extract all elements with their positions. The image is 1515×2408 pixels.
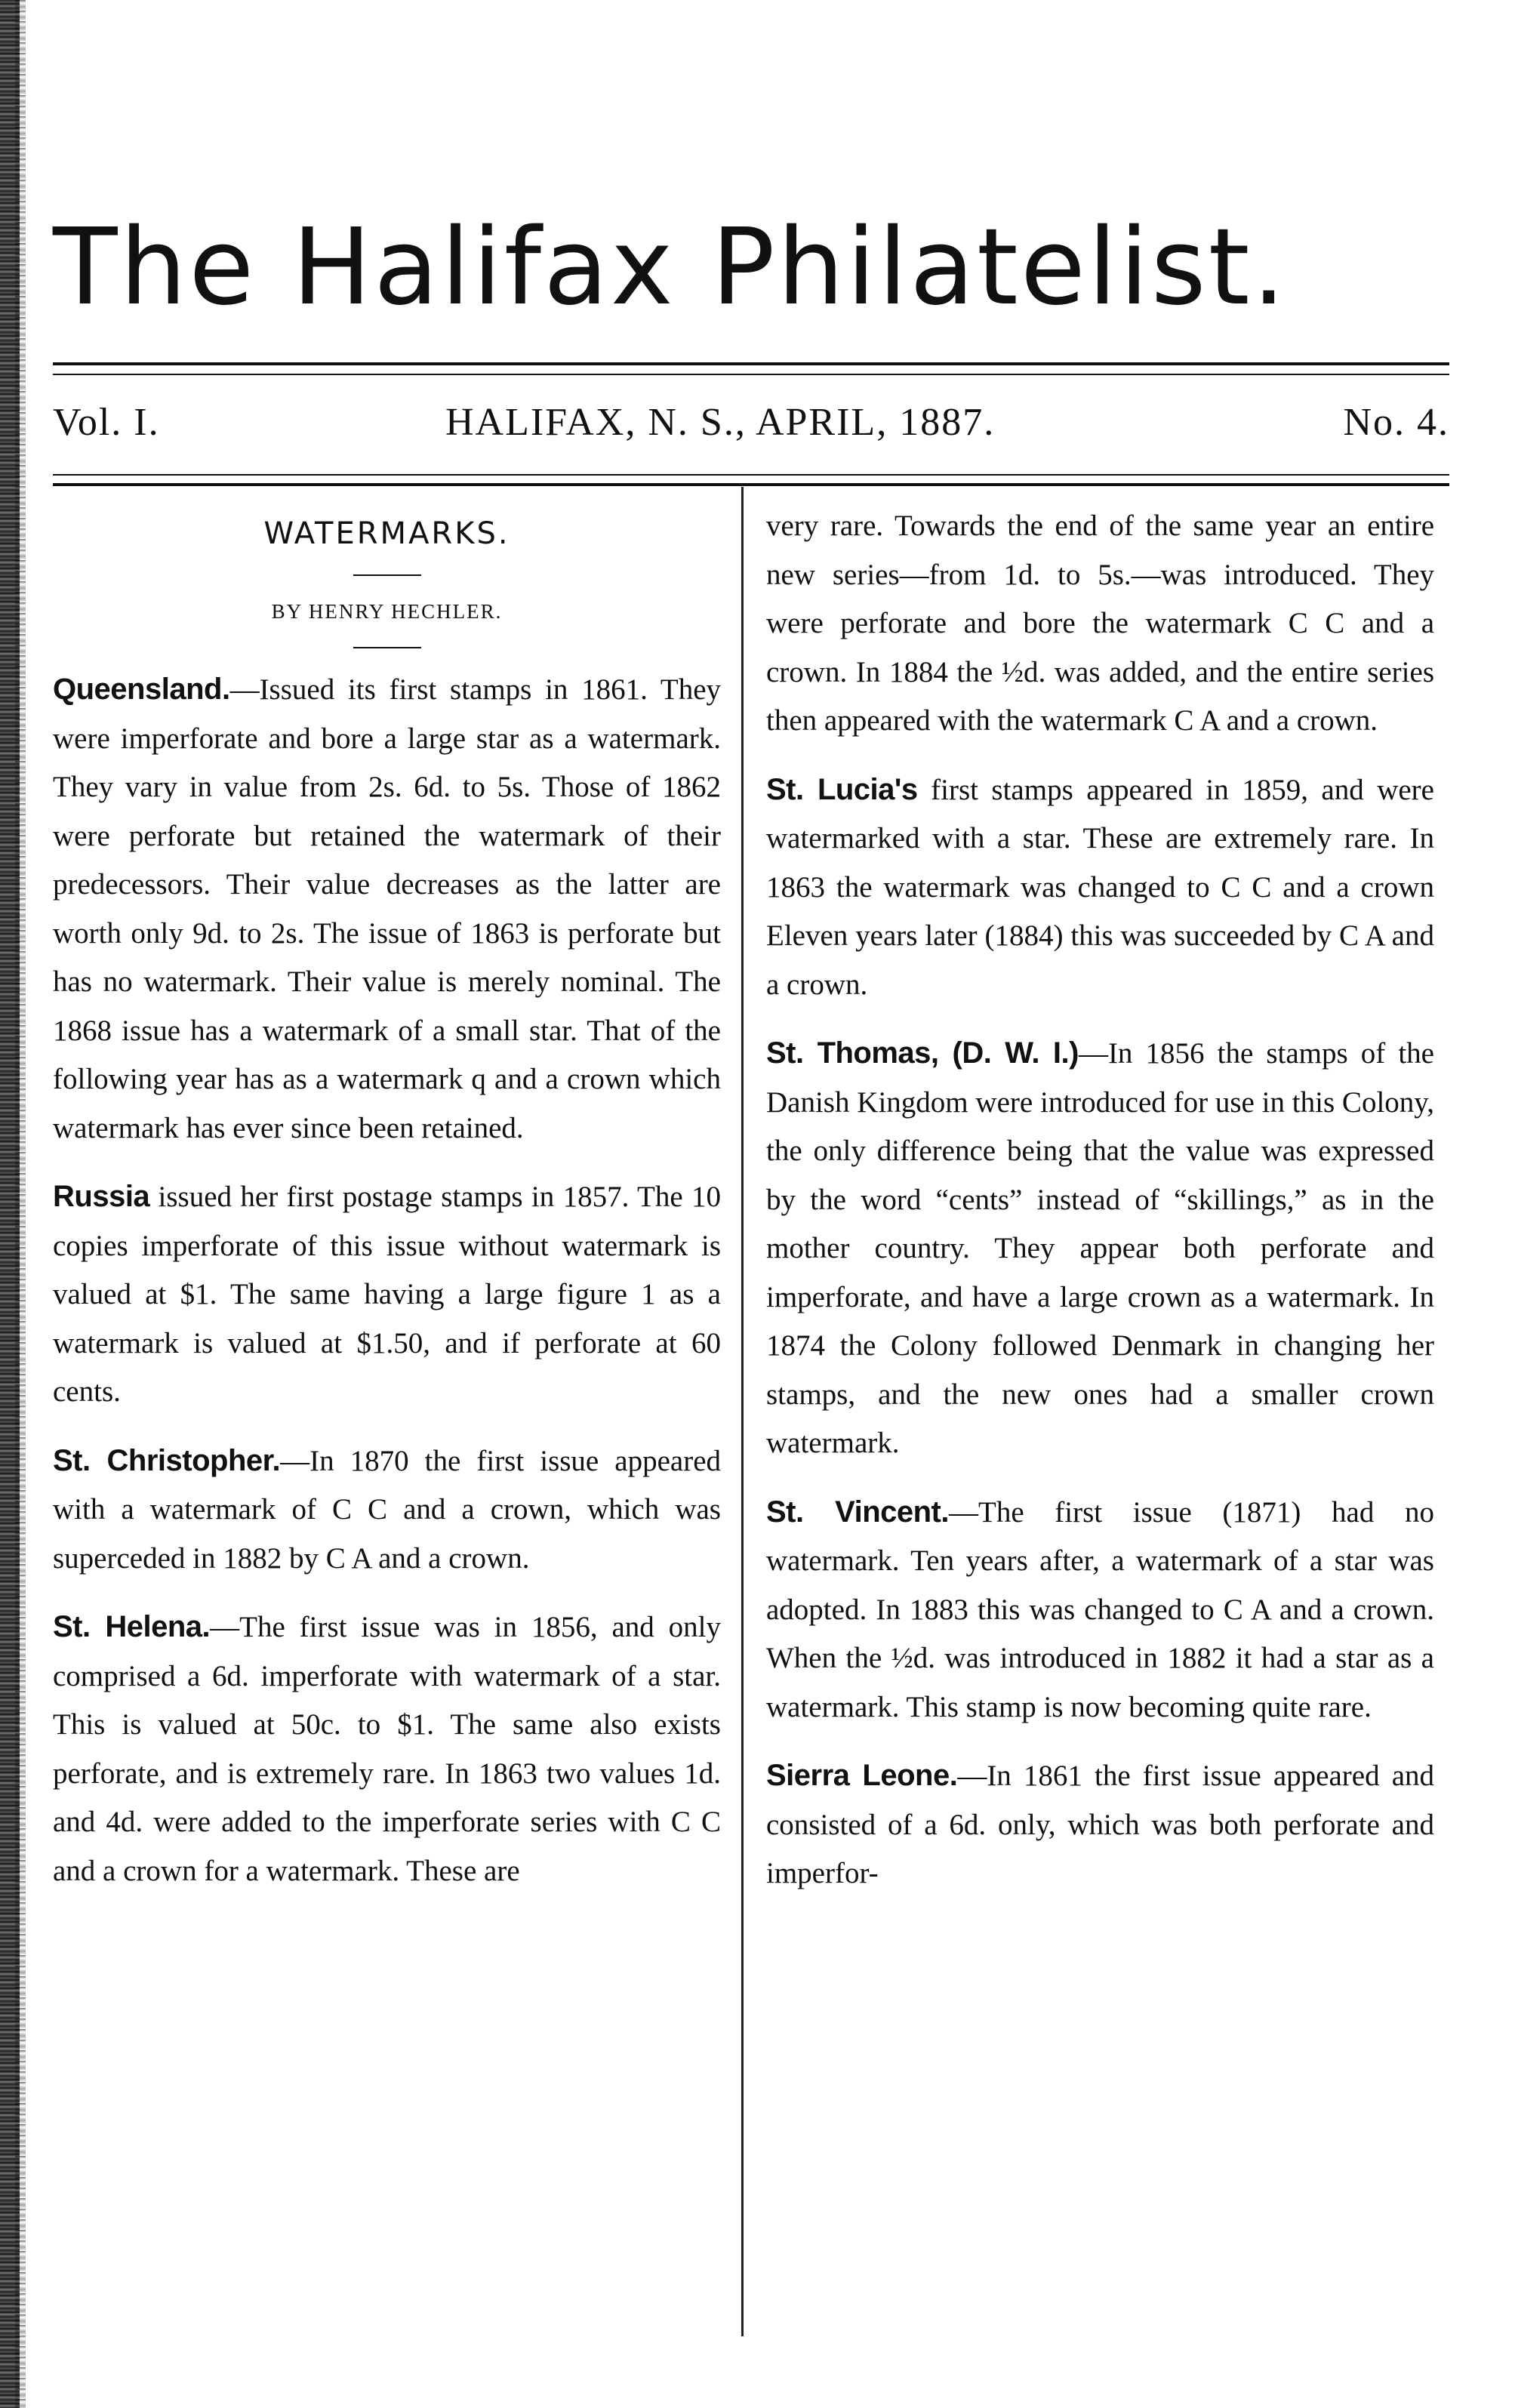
masthead-rule-thick [53,362,1449,365]
paragraph-st-christopher [53,1436,721,1584]
article-title: WATERMARKS. [263,516,510,551]
page-binding-edge [0,0,20,2408]
paragraph-heading: St. Helena. [53,1610,211,1643]
paragraph-st-vincent [766,1488,1434,1732]
masthead-rule-thin [53,374,1449,375]
paragraph-sierra-leone [766,1751,1434,1898]
paragraph-text: issued her first postage stamps in 1857. The 10 copies imperforate of this issue without watermark is valued at $1. The same having a large figure 1 as a watermark is valued at $1.50, and if perforate at 60 cents. [53,1181,721,1408]
right-column [766,502,1434,1918]
issue-number: No. 4. [1343,401,1449,444]
paragraph-text: —Issued its first stamps in 1861. They were imperforate and bore a large star as a watermark. They vary in value from 2s. 6d. to 5s. Those of 1862 were perforate but retained the watermark of their predecessors. Their value decreases as the latter are worth only 9d. to 2s. The issue of 1863 is perforate but has no watermark. Their value is merely nominal. The 1868 issue has a watermark of a small star. That of the following year has as a watermark q and a crown which watermark has ever since been retained. [53,673,721,1144]
column-divider [741,487,744,2336]
left-column [53,502,721,1915]
paragraph-heading: Sierra Leone. [766,1759,958,1792]
byline-rule [353,647,421,648]
article-byline: BY HENRY HECHLER. [271,600,503,623]
paragraph-continuation: very rare. Towards the end of the same year an entire new series—from 1d. to 5s.—was introduced. They were perforate and bore the watermark C C and a crown. In 1884 the ½d. was added, and the entire series then appeared with the watermark C A and a crown. [766,510,1434,737]
paragraph-st-lucia [766,765,1434,1010]
issue-rule-thin [53,474,1449,476]
paragraph-text: first stamps appeared in 1859, and were watermarked with a star. These are extremely rare. In 1863 the watermark was changed to C C and a crown Eleven years later (1884) this was succeeded by C A and a crown. [766,773,1434,1001]
dateline: HALIFAX, N. S., APRIL, 1887. [445,401,996,444]
issue-rule-thick [53,483,1449,486]
title-rule [353,574,421,576]
paragraph-text: —In 1861 the first issue appeared and consisted of a 6d. only, which was both perforate and imperfor- [766,1760,1435,1889]
paragraph-heading: St. Lucia's [766,772,918,806]
masthead-title: The Halifax Philatelist. [53,206,1289,329]
paragraph-queensland [53,665,721,1153]
paragraph-russia [53,1172,721,1417]
paragraph-heading: St. Thomas, (D. W. I.) [766,1036,1079,1070]
paragraph-heading: St. Christopher. [53,1443,281,1477]
paragraph-text: —In 1856 the stamps of the Danish Kingdom were introduced for use in this Colony, the only difference being that the value was expressed by the word “cents” instead of “skillings,” as in the mother country. They appear both perforate and imperforate, and have a large crown as a watermark. In 1874 the Colony followed Denmark in changing her stamps, and the new ones had a smaller crown watermark. [766,1037,1434,1459]
paragraph-heading: St. Vincent. [766,1495,949,1529]
paragraph-text: —The first issue (1871) had no watermark. Ten years after, a watermark of a star was adopted. In 1883 this was changed to C A and a crown. When the ½d. was introduced in 1882 it had a star as a watermark. This stamp is now becoming quite rare. [766,1495,1434,1723]
paragraph-st-thomas [766,1029,1434,1468]
paragraph-heading: Russia [53,1180,150,1213]
volume-label: Vol. I. [53,401,160,444]
paragraph-heading: Queensland. [53,673,230,706]
issue-line [53,393,1449,453]
paragraph-text: —In 1870 the first issue appeared with a watermark of C C and a crown, which was superceded in 1882 by C A and a crown. [53,1444,722,1575]
paragraph-text: —The first issue was in 1856, and only comprised a 6d. imperforate with watermark of a star. This is valued at 50c. to $1. The same also exists perforate, and is extremely rare. In 1863 two values 1d. and 4d. were added to the imperforate series with C C and a crown for a watermark. These are [53,1611,721,1887]
paragraph-st-helena [53,1603,721,1895]
